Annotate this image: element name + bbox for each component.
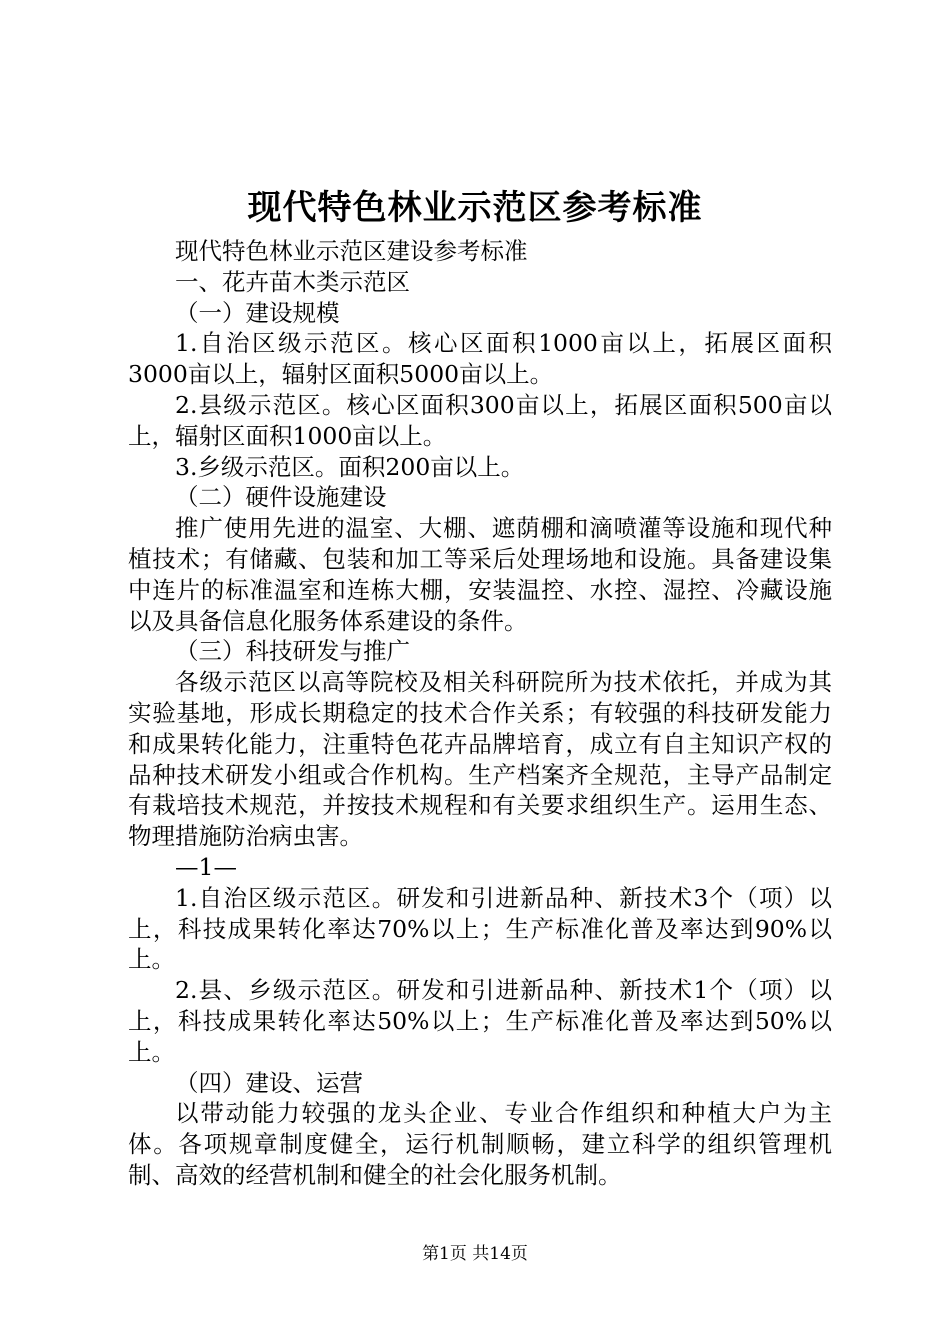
subtitle-paragraph: 现代特色林业示范区建设参考标准: [175, 237, 528, 265]
section-heading: 一、花卉苗木类示范区: [175, 267, 410, 296]
page-footer: 第1页 共14页: [422, 1244, 528, 1264]
document-title: 现代特色林业示范区参考标准: [247, 188, 703, 228]
subsection-heading: （一）建设规模: [175, 298, 340, 327]
body-paragraph: 1.自治区级示范区。研发和引进新品种、新技术3个（项）以上，科技成果转化率达70%以上；生产标准化普及率达到90%以上。: [128, 883, 832, 974]
inline-page-number: —1—: [175, 852, 237, 881]
body-paragraph: 2.县、乡级示范区。研发和引进新品种、新技术1个（项）以上，科技成果转化率达50%以上；生产标准化普及率达到50%以上。: [128, 976, 832, 1066]
body-paragraph: 3.乡级示范区。面积200亩以上。: [175, 452, 525, 481]
body-paragraph: 2.县级示范区。核心区面积300亩以上，拓展区面积500亩以上，辐射区面积1000亩以上。: [128, 390, 832, 450]
body-paragraph: 以带动能力较强的龙头企业、专业合作组织和种植大户为主体。各项规章制度健全，运行机制顺畅，建立科学的组织管理机制、高效的经营机制和健全的社会化服务机制。: [128, 1099, 832, 1189]
body-paragraph: 推广使用先进的温室、大棚、遮荫棚和滴喷灌等设施和现代种植技术；有储藏、包装和加工等采后处理场地和设施。具备建设集中连片的标准温室和连栋大棚，安装温控、水控、湿控、冷藏设施以及具备信息化服务体系建设的条件。: [128, 514, 832, 635]
body-paragraph: 各级示范区以高等院校及相关科研院所为技术依托，并成为其实验基地，形成长期稳定的技术合作关系；有较强的科技研发能力和成果转化能力，注重特色花卉品牌培育，成立有自主知识产权的品种技术研发小组或合作机构。生产档案齐全规范，主导产品制定有栽培技术规范，并按技术规程和有关要求组织生产。运用生态、物理措施防治病虫害。: [128, 668, 832, 851]
document-body: [128, 236, 832, 1191]
subsection-heading: （三）科技研发与推广: [175, 637, 410, 666]
body-paragraph: 1.自治区级示范区。核心区面积1000亩以上，拓展区面积3000亩以上，辐射区面积5000亩以上。: [128, 329, 832, 389]
subsection-heading: （二）硬件设施建设: [175, 483, 387, 512]
subsection-heading: （四）建设、运营: [175, 1068, 363, 1097]
